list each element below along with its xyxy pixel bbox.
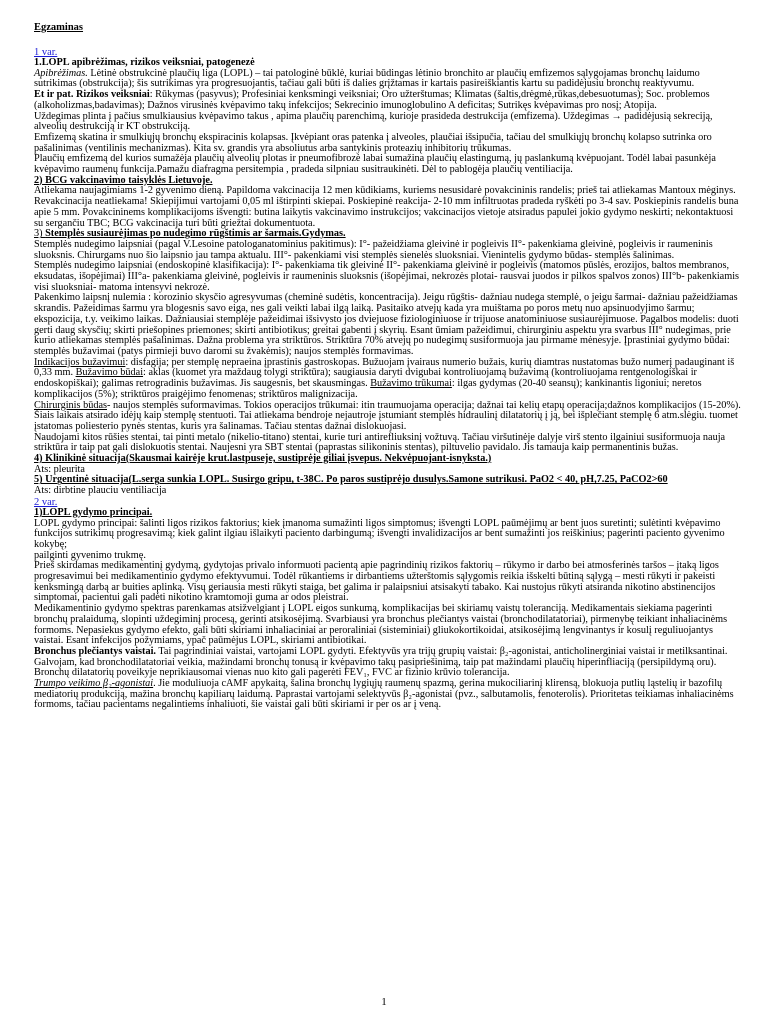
q1-paragraph-3: Plaučių emfizemą del kurios sumažėja plaučių alveolių plotas ir pneumofibrozė labai sumažina plaučių elastingumą, jų paslankumą kvėpuojant. Todėl labai pasunkėja kvėpavimo raumenų funkcija.Pamažu diafragma persitempia , pradeda silpniau susitraukinėti. Dėl to pablogėja plaučių ventiliacija. [34, 153, 716, 176]
v2-q1-bronchodilators [34, 647, 742, 679]
q3-paragraph-1: Stemplės nudegimo laipsniai (pagal V.Lesoine patologanatominius pakitimus): I°- pažeidžiama gleivinė ir pogleivis II°- pakenkiama gleivinė, pogleivis ir raumeninis sluoksnis. Chirurgams nuo šio laipsnio jau tampa aktualu. III°- pakenkiami visi stemplės sienelės sluoksniai. Vienintelis gydymo būdas- stemplės šalinimas. [34, 238, 713, 261]
v2-q1-short-acting [34, 679, 742, 711]
page-number: 1 [381, 996, 387, 1008]
v2-q1-paragraph-3: Prieš skirdamas medikamentinį gydymą, gydytojas privalo informuoti pacientą apie pagrindinių rizikos faktorių – rūkymo ir darbo bei atmosferinės taršos – įtaką ligos progresavimui bei medikamentinio gydymo efektyvumui. Todėl rūkantiems ir dirbantiems užterštomis sąlygomis reikia išskelti būtiną sąlygą – mesti rūkyti ir pakeisti kenksmingą darbą ar buities aplinką. Visų geriausia mesti rūkyti staiga, bet galima ir palaipsniui atsisakyti tabako. Kai nustojus rūkyti atsiranda nikotino abstinencijos simptomai, pacientui gali padėti nikotino kramtomoji guma ar odos pleistrai. [34, 560, 719, 604]
q1-definition [34, 69, 742, 90]
short-acting-label: Trumpo veikimo β₂-agonistai [34, 678, 154, 690]
q4-answer: Ats: pleurita [34, 463, 85, 475]
q3-paragraph-5: Naudojami kitos rūšies stentai, tai pinti metalo (nikelio-titano) stentai, kurie turi antirefliuksinį vožtuvą. Tačiau viršutinėje dalyje virš stento ilgainiui susiformuoja nauja striktūra ir taip pat gali dislokuotis stentai. Naujesni yra SBT stentai (paprastas silikoninis stentas), piltuvelio pavidalo. Jis tamauja kaip permanentinis bužas. [34, 431, 726, 454]
variant-2-link[interactable]: 2 var. [34, 496, 58, 508]
q1-heading: 1.LOPL apibrėžimas, rizikos veiksniai, patogenezė [34, 57, 255, 68]
q1-risk-factors [34, 90, 742, 111]
q1-paragraph-1: Uždegimas plinta į pačius smulkiausius kvėpavimo takus , apima plaučių parenchimą, kurioje prasideda destrukcija (emfizema). Uždegimas → padidėjusią sekreciją, alveolių destrukciją ir KT obstrukciją. [34, 110, 713, 133]
short-acting-text: . Jie moduliuoja cAMF apykaitą, šalina bronchų lygiųjų raumenų spazmą, gerina mukociliarinį klirensą, blokuoja putlių ląstelių ir bazofilų mediatorių produkciją, mažina bronchų kapiliarų laidumą. Paprastai vartojami selektyvūs β₂-agonistai (pvz., salbutamolis, fenoterolis). Prioritetas teikiamas inhaliacinėms formoms, tačiau pacientams negalintiems inhaliuoti, šie vaistai gali būti skiriami ir per os ar į veną. [34, 678, 734, 711]
v2-q1-heading: 1)LOPL gydymo principai. [34, 506, 153, 518]
bronchodilators-label: Bronchus plečiantys vaistai. [34, 645, 156, 657]
q2-text: Atliekama naujagimiams 1-2 gyvenimo dieną. Papildoma vakcinacija 12 men kūdikiams, kuriems nesusidarė povakcininis randelis; prieš tai atliekamas Mantoux mėginys. Revakcinacija neatliekama! Skiepijimui vartojami 0,05 ml ištirpinti skiepai. Poskiepinė reakcija- 2-10 mm infiltruotas pradeda ryškėti po 3-4 sav. Poskiepinis randelis buna apie 5 mm. Povakcininems komplikacijoms išvengti: butina laikytis vakcinavimo instrukcijos; vakcinacijos vietoje atsiradus papulei jokio gydymo neskirti; nekontaktuosi su sergančiu TBC; BCG vakcinacija turi būti griežtai dokumentuota. [34, 185, 739, 229]
q5-heading: 5) Urgentinė situacija(L.serga sunkia LOPL. Susirgo gripu, t-38C. Po paros sustiprėjo dusulys.Samone sutrikusi. PaO2 < 40, pH,7.25, PaCO2>60 [34, 474, 668, 486]
q1-paragraph-2: Emfizemą skatina ir smulkiųjų bronchų ekspiracinis kolapsas. Įkvėpiant oras patenka į alveoles, plaučiai išsipučia, tačiau del smulkiųjų bronchų kolapso sutrinka oro pašalinimas (ventilinis mechanizmas). Kita sv. grandis yra absoliutus arba santykinis proteazių inhibitorių trūkumas. [34, 131, 712, 154]
definition-label: Apibrėžimas. [34, 67, 88, 79]
variant-1-link[interactable]: 1 var. [34, 47, 58, 58]
indications-text: : disfagija; per stemplę nepraeina įprastinis gastroskopas. Bužuojam įvairaus numerio bužais, kurių diamtras nustatomas bužo numerį padauginant iš 0,33 mm. [34, 356, 735, 379]
v2-q1-paragraph-1: LOPL gydymo principai: šalinti ligos rizikos faktorius; kiek įmanoma sumažinti ligos simptomus; išvengti LOPL paūmėjimų ar bent juos suretinti; sulėtinti kvėpavimo funkcijos sutrikimų progresavimą; kiek galint ilgiau išlaikyti paciento darbingumą; išvengti invalidizacijos ar bent sumažinti jos reiškinius; pagerinti paciento gyvenimo kokybę; [34, 517, 725, 550]
q3-number: 3) [34, 228, 46, 240]
bougienage-drawbacks-label: Bužavimo trūkumai [370, 378, 452, 390]
v2-q1-paragraph-4: Medikamentinio gydymo spektras parenkamas atsižvelgiant į LOPL eigos sunkumą, komplikacijas bei skiriamų vaistų toleranciją. Medikamentais siekiama pagerinti bronchų pralaidumą, slopinti uždegiminį procesą, gerinti atsikosėjimą. Svarbiausi yra bronchus plečiantys vaistai (bronchodilatatoriai), pirmenybę teikiant inhaliacinėms formoms. Nepasiekus gydymo efekto, gali būti skiriami inhaliaciniai ar peroraliniai (sisteminiai) gliukokortikoidai, atsikosėjimą lengvinantys ir kosulį reguliuojantys vaistai. Esant infekcijos požymiams, ypač paūmėjus LOPL, skiriami antibiotikai. [34, 603, 728, 647]
definition-text: Lėtinė obstrukcinė plaučių liga (LOPL) – tai patologinė būklė, kuriai būdingas lėtinio bronchito ar plaučių emfizemos sąlygojamas bronchų laidumo sutrikimas (obstrukcija); šis sutrikimas yra progresuojantis, tačiau gali būti iš dalies grįžtamas ir kartais pasireiškiantis kartu su padidėjusiu bronchų reaktyvumu. [34, 67, 700, 90]
q5-answer: Ats: dirbtine plauciu ventiliacija [34, 485, 167, 497]
q3-heading: Stemplės susiaurėjimas po nudegimo rūgštimis ar šarmais.Gydymas. [45, 228, 346, 240]
document-title: Egzaminas [34, 22, 84, 33]
q3-indications [34, 358, 742, 401]
bougienage-methods-label: Bužavimo būdai [75, 367, 144, 379]
bougienage-drawbacks-text: : ilgas gydymas (20-40 seansų); kankinantis ligoniui; neretos komplikacijos (5%); striktūros praigėjimo fenomenas; striktūros malignizacija. [34, 378, 702, 400]
v2-q1-paragraph-2: pailginti gyvenimo trukmę. [34, 549, 146, 561]
q3-paragraph-3: Pakenkimo laipsnį nulemia : korozinio skysčio agresyvumas (cheminė sudėtis, koncentracija). Jeigu rūgštis- dažniau nudega stemplė, o jeigu šarmai- dažniau pažeidžiamas skrandis. Pažeidimas šarmu yra blogesnis savo eiga, nes gali veikti labai ilgą laiką. Pasitaiko atvejų kada yra muištama po poros metų nuo apsinuodyjimo šarmu; ekspozicija, t.y. veikimo laikas. Dažniausiai stemplėje pažeidimai išsivysto jos dviejuose fiziologiniuose ir trijuose anatominiuose susiaurėjimuose. Pagalbos modelis: duoti gerti daug skysčių; skirti priešopines priemones; skirti antibiotikus; greitai gabenti į skyrių. Esant ūmiam pažeidimui, chirurginiu aspektu yra svarbus III° nudegimas, prie kurio atliekamas stemplės pašalinimas. Dažna problema yra striktūros. Striktūra 70% atvejų po nudegimų susiformuoja jau pirmame mėnesyje. Įprastiniai gydymo būdai: stemplės bužavimai (patys pirmieji buvo daromi su žvakėmis); naujos stemplės formavimas. [34, 292, 739, 357]
indications-label: Indikacijos bužavimui [34, 356, 126, 368]
bronchodilators-text: Tai pagrindiniai vaistai, vartojami LOPL gydyti. Efektyvūs yra trijų grupių vaistai: β₂-agonistai, anticholinerginiai vaistai ir metilksantinai. Galvojam, kad bronchodilatatoriai veikia, mažindami bronchų tonusą ir kvėpavimo takų pasipriešinimą, taip pat mažindami plaučių hiperinfliaciją (persipildymą oru). Bronchų dilatatorių poveikyje neprikiausomai vienas nuo kito gali pagerėti FEV₁, FVC ar fizinio krūvio tolerancija. [34, 645, 728, 679]
risk-text: : Rūkymas (pasyvus); Profesiniai kenksmingi veiksniai; Oro užterštumas; Klimatas (šaltis,drėgmė,rūkas,debesuotumas); Soc. problemos (alkoholizmas,badavimas); Dažnos virusinės kvėpavimo takų infekcijos; Sekrecinio imunoglobulino A deficitas; Sutrikęs kvėpavimas pro nosį; Atopija. [34, 89, 710, 111]
q3-paragraph-2: Stemplės nudegimo laipsniai (endoskopinė klasifikacija): I°- pakenkiama tik gleivinė II°- pakenkiama gleivinė ir pogleivis (matomos pūslės, erozijos, baltos membranos, eksudatas, išopėjimai) III°a- pakenkiama gleivinė, pogleivis ir raumeninis sluoksnis (išopėjimai, nekrozės plotai- rausvai juodos ir pilkos spalvos zonos) III°b- pakenkiamis visi sluoksniai- matoma intensyvi nekrozė. [34, 260, 740, 293]
bougienage-methods-text: : aklas (kuomet yra maždaug tolygi striktūra); saugiausia daryti dvigubai kontroliuojamą bužavimą (kontroliuojama rentgenologiškai ir endoskopiškai); galimas retrogradinis bužavimas. Jis saugesnis, bet skausmingas. [34, 367, 697, 390]
q4-heading: 4) Klinikinė situacija(Skausmai kairėje krut.lastpuseje, sustiprėje giliai įsvepus. Nekvėpuojant-isnyksta.) [34, 453, 492, 465]
risk-label: Et ir pat. Rizikos veiksniai [34, 89, 150, 101]
q3-paragraph-4: Šiais laikais atsirado idėjų kaip stemplę stentuoti. Tai atliekama bendroje nejautroje įstumiant stemplės hidraulinį dilatatorių į ją, bei išplečiant stemplę 6 atm.slėgiu. tuomet įstatomas poliesterio pynės stentas, kuris yra šalinamas. Tačiau stentas dažnai dislokuojasi. [34, 410, 738, 432]
surgical-label: Chirurginis būdas [34, 399, 107, 411]
surgical-text: - naujos stemplės suformavimas. Tokios operacijos trūkumai: itin traumuojama operacija; dažnai tai kelių etapų operacija;dažnos komplikacijos (15-20%). [107, 399, 741, 411]
q2-heading: 2) BCG vakcinavimo taisyklės Lietuvoje. [34, 174, 213, 186]
